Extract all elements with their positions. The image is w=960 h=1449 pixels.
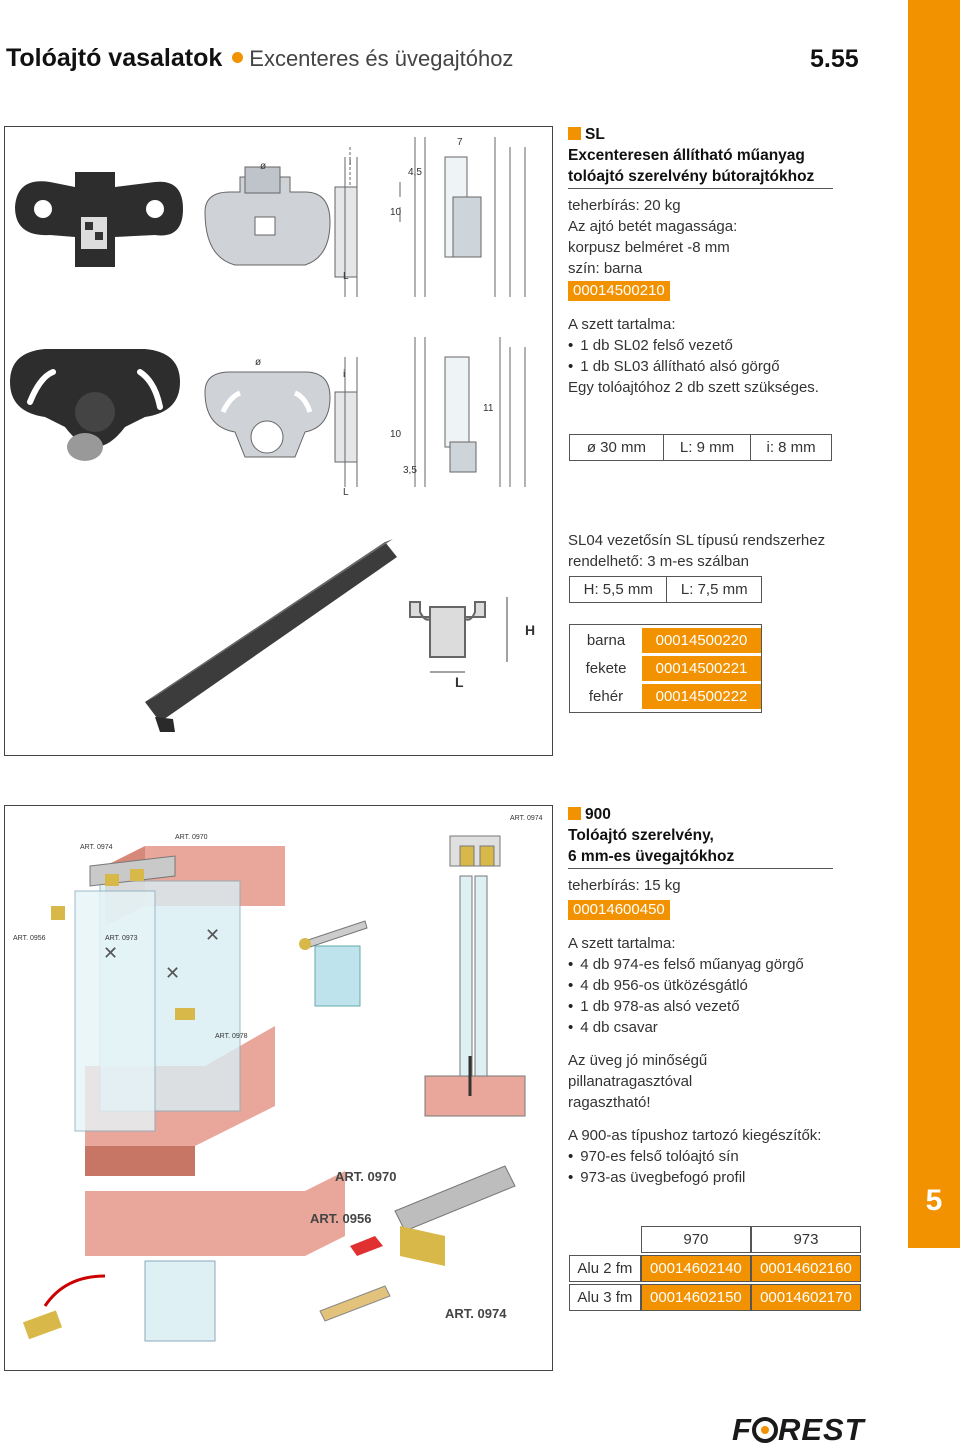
label-L: L bbox=[343, 271, 349, 282]
sl-dim-L: L: 9 mm bbox=[663, 435, 750, 461]
svg-text:✕: ✕ bbox=[205, 925, 221, 945]
label-7: 7 bbox=[457, 137, 463, 148]
sl-spec: teherbírás: 20 kg bbox=[568, 197, 681, 214]
sl-spec: korpusz belméret -8 mm bbox=[568, 239, 730, 256]
divider bbox=[568, 868, 833, 869]
table-header bbox=[569, 1226, 641, 1253]
code-970: 00014602140 bbox=[641, 1255, 751, 1282]
s900-accessory-item: • 970-es felső tolóajtó sín bbox=[568, 1146, 833, 1167]
square-bullet-icon bbox=[568, 127, 581, 140]
sl03-photo bbox=[10, 349, 180, 461]
color-name: fehér bbox=[588, 688, 624, 705]
sl-contents-item: • 1 db SL02 felső vezető bbox=[568, 335, 833, 356]
row-label: Alu 2 fm bbox=[569, 1255, 641, 1282]
s900-code: 00014600450 bbox=[568, 900, 670, 920]
row-label: Alu 3 fm bbox=[569, 1284, 641, 1311]
svg-text:✕: ✕ bbox=[165, 963, 181, 983]
code-973: 00014602170 bbox=[751, 1284, 861, 1311]
sl04-dimensions-table bbox=[569, 576, 762, 603]
sl-heading-line1: Excenteresen állítható műanyag bbox=[568, 147, 805, 164]
logo-text-rest: REST bbox=[777, 1412, 865, 1447]
sl-code: 00014500210 bbox=[568, 281, 670, 301]
sl04-dim-H: H: 5,5 mm bbox=[570, 577, 667, 603]
table-row bbox=[570, 684, 761, 709]
label-11: 11 bbox=[483, 403, 494, 414]
art-label: ART. 0970 bbox=[175, 834, 208, 841]
sl03-drawing bbox=[205, 337, 525, 487]
page-header bbox=[6, 44, 513, 73]
sl-name: SL bbox=[585, 126, 605, 143]
art-label: ART. 0970 bbox=[335, 1169, 397, 1184]
label-45: 4,5 bbox=[408, 167, 422, 178]
sl-note: Egy tolóajtóhoz 2 db szett szükséges. bbox=[568, 379, 819, 396]
s900-accessories-table bbox=[569, 1224, 861, 1313]
s900-contents-item: • 4 db csavar bbox=[568, 1017, 833, 1038]
s900-contents-item: • 4 db 956-os ütközésgátló bbox=[568, 975, 833, 996]
label-i-2: i bbox=[343, 369, 346, 380]
sl-contents-item: • 1 db SL03 állítható alsó görgő bbox=[568, 356, 833, 377]
table-row bbox=[569, 1255, 861, 1282]
color-code: 00014500220 bbox=[642, 628, 761, 653]
table-header: 973 bbox=[751, 1226, 861, 1253]
table-header-row bbox=[569, 1226, 861, 1253]
sl-contents-title: A szett tartalma: bbox=[568, 316, 676, 333]
table-row bbox=[570, 656, 761, 681]
label-10-2: 10 bbox=[390, 429, 402, 440]
table-row bbox=[570, 628, 761, 653]
s900-load: teherbírás: 15 kg bbox=[568, 877, 681, 894]
s900-contents-item: • 4 db 974-es felső műanyag görgő bbox=[568, 954, 833, 975]
s900-note-line2: ragasztható! bbox=[568, 1094, 651, 1111]
s900-image-frame bbox=[4, 805, 553, 1371]
chapter-tab bbox=[908, 0, 960, 1248]
sl-section bbox=[568, 124, 833, 398]
art-label: ART. 0956 bbox=[310, 1211, 372, 1226]
s900-product-illustration bbox=[5, 806, 552, 1370]
art-label: ART. 0978 bbox=[215, 1033, 248, 1040]
header-title: Tolóajtó vasalatok bbox=[6, 44, 223, 72]
art-label: ART. 0974 bbox=[445, 1306, 507, 1321]
s900-contents-title: A szett tartalma: bbox=[568, 935, 676, 952]
color-code: 00014500221 bbox=[642, 656, 761, 681]
art-label: ART. 0974 bbox=[80, 844, 113, 851]
label-L-2: L bbox=[343, 487, 349, 498]
table-header: 970 bbox=[641, 1226, 751, 1253]
label-H: H bbox=[525, 622, 536, 638]
svg-text:✕: ✕ bbox=[103, 943, 119, 963]
sl-dimensions-table bbox=[569, 434, 832, 461]
art-label: ART. 0973 bbox=[105, 935, 138, 942]
s900-section-drawing bbox=[425, 836, 525, 1116]
s900-contents-item: • 1 db 978-as alsó vezető bbox=[568, 996, 833, 1017]
s900-note-line1: Az üveg jó minőségű pillanatragasztóval bbox=[568, 1052, 708, 1090]
color-name: barna bbox=[586, 632, 626, 649]
s900-glass-detail bbox=[299, 921, 367, 1006]
sl-dim-i: i: 8 mm bbox=[751, 435, 832, 461]
s900-accessories-title: A 900-as típushoz tartozó kiegészítők: bbox=[568, 1127, 822, 1144]
bullet-dot-icon bbox=[232, 52, 243, 63]
square-bullet-icon bbox=[568, 807, 581, 820]
logo-text-f: F bbox=[732, 1412, 752, 1447]
color-name: fekete bbox=[585, 660, 627, 677]
s900-name: 900 bbox=[585, 806, 611, 823]
s900-accessory-item: • 973-as üvegbefogó profil bbox=[568, 1167, 833, 1188]
code-973: 00014602160 bbox=[751, 1255, 861, 1282]
label-i: i bbox=[349, 157, 352, 168]
art-label: ART. 0956 bbox=[13, 935, 46, 942]
sl-dim-diameter: ø 30 mm bbox=[570, 435, 664, 461]
label-10: 10 bbox=[390, 207, 402, 218]
page-number: 5.55 bbox=[810, 45, 859, 73]
sl-spec: szín: barna bbox=[568, 260, 643, 277]
sl04-rail-drawing bbox=[145, 539, 507, 732]
art-label: ART. 0974 bbox=[510, 815, 543, 822]
label-35: 3,5 bbox=[403, 465, 417, 476]
table-row bbox=[569, 1284, 861, 1311]
code-970: 00014602150 bbox=[641, 1284, 751, 1311]
sl-spec: Az ajtó betét magassága: bbox=[568, 218, 738, 235]
divider bbox=[568, 188, 833, 189]
label-L-rail: L bbox=[455, 674, 464, 690]
header-subtitle: Excenteres és üvegajtóhoz bbox=[249, 46, 514, 71]
sl04-line1: SL04 vezetősín SL típusú rendszerhez bbox=[568, 532, 826, 549]
sl-product-illustration bbox=[5, 127, 552, 755]
s900-assembly-view bbox=[51, 846, 285, 1176]
color-code: 00014500222 bbox=[642, 684, 761, 709]
chapter-number: 5 bbox=[925, 1184, 943, 1217]
sl04-line2: rendelhető: 3 m-es szálban bbox=[568, 553, 749, 570]
s900-heading-line1: Tolóajtó szerelvény, bbox=[568, 827, 714, 844]
sl04-color-codes-table bbox=[569, 624, 762, 713]
forest-logo bbox=[732, 1412, 865, 1448]
s900-exploded-view bbox=[23, 1166, 515, 1341]
sl04-section bbox=[568, 530, 868, 572]
sl-image-frame bbox=[4, 126, 553, 756]
sl02-photo bbox=[15, 172, 183, 267]
s900-section bbox=[568, 804, 833, 1188]
logo-o-icon bbox=[752, 1417, 778, 1443]
label-diameter: ø bbox=[260, 161, 267, 172]
sl-heading-line2: tolóajtó szerelvény bútorajtókhoz bbox=[568, 168, 815, 185]
sl04-dim-L: L: 7,5 mm bbox=[667, 577, 762, 603]
label-diameter-2: ø bbox=[255, 357, 262, 368]
sl02-drawing bbox=[205, 137, 525, 297]
s900-heading-line2: 6 mm-es üvegajtókhoz bbox=[568, 848, 735, 865]
